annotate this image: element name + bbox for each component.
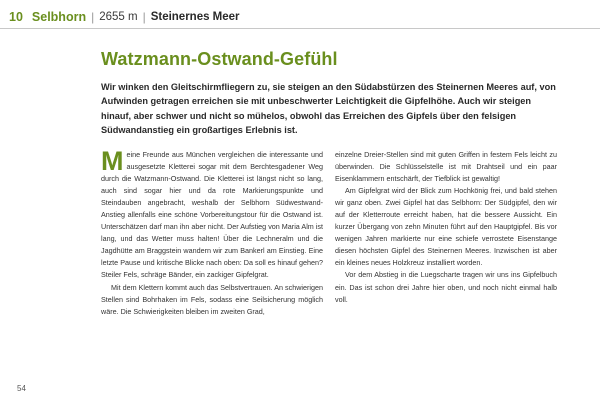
article-body [101,146,557,318]
body-paragraph [101,146,323,282]
body-paragraph-text: eine Freunde aus München vergleichen die interessante und ausgesetzte Kletterei sogar mit dem Berchtesgadener Weg durch die Watzmann-Ostwand. Die Kletterei ist längst nicht so lang, auch sind sogar hier und da rote Markierungspunkte und Steindauben angebracht, weshalb der Selbhorn Südwestwand-Anstieg allenfalls eine schöne Vorbereitungstour für die Ostwand ist. Unterschätzen darf man ihn aber nicht. Der Aufstieg von Maria Alm ist lang, und das Wetter muss halten! Über die Lechneralm und die Jagdhütte am Braggstein wandern wir zum Bankerl am Einstieg. Eine letzte Pause und kritische Blicke nach oben: Da soll es hinauf gehen? Steiler Fels, schräge Bänder, ein zackiger Gipfelgrat. [101,150,323,280]
header-altitude: 2655 m [99,11,138,23]
header-separator: | [91,10,95,24]
article-lead: Wir winken den Gleitschirmfliegern zu, sie steigen an den Südabstürzen des Steinernen Meeres auf, von Aufwinden getragen erreichen sie mit unbeschwerter Leichtigkeit die Gipfelhöhe. Auch wir steigen hinauf, aber schwer und nicht so mühelos, obwohl das Erreichen des Gipfels über den felsigen Südwandanstieg ein großartiges Erlebnis ist. [101,82,556,136]
body-paragraph: einzelne Dreier-Stellen sind mit guten Griffen in festem Fels leicht zu überwinden. Die Schlüsselstelle ist mit Drahtseil und ein paar Eisenklammern entschärft, der Tiefblick ist gewaltig! [335,150,557,184]
body-column-left [101,146,323,318]
page-number: 54 [17,384,26,393]
body-paragraph: Mit dem Klettern kommt auch das Selbstvertrauen. An schwierigen Stellen sind Bohrhaken im Fels, sodass eine Seilsicherung möglich wäre. Die Schwierigkeiten bleiben im zweiten Grad, [101,282,323,316]
header-region: Steinernes Meer [150,11,240,23]
drop-cap: M [101,146,124,176]
body-paragraph: Vor dem Abstieg in die Luegscharte tragen wir uns ins Gipfelbuch ein. Das ist schon drei Jahre hier oben, und noch nicht einmal halb voll. [335,270,557,304]
header-place: Selbhorn [31,10,87,24]
body-column-right [335,149,557,318]
running-header [0,6,600,28]
tour-number: 10 [9,10,23,24]
body-paragraph: Am Gipfelgrat wird der Blick zum Hochkönig frei, und bald stehen wir ganz oben. Zwei Gipfel hat das Selbhorn: Der Südgipfel, den wir auf der Kletterroute erreicht haben, hat die bessere Aussicht. Ein kurzer Übergang von zehn Minuten führt auf den Hauptgipfel. Bis vor wenigen Jahren markierte nur eine schiefe verrostete Eisenstange diesen höchsten Gipfel des Steinernen Meeres. Inzwischen ist aber ein kleines neues Holzkreuz installiert worden. [335,186,557,268]
article-title: Watzmann-Ostwand-Gefühl [101,49,338,69]
header-separator-2: | [142,10,146,24]
header-divider [0,28,600,29]
